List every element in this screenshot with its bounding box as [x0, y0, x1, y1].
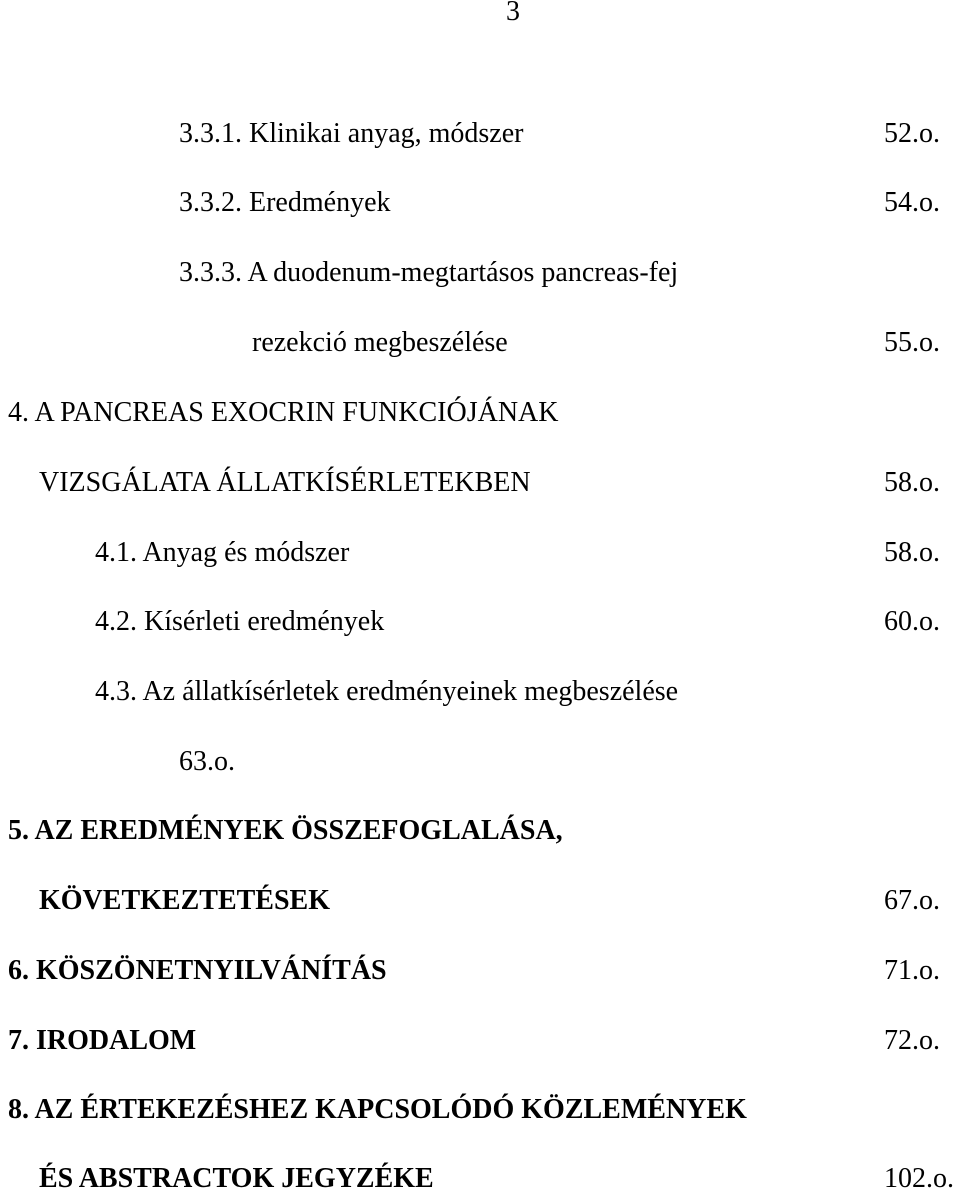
toc-entry-4 [8, 397, 559, 429]
toc-page-6: 71.o. [884, 955, 940, 986]
toc-page-4: 58.o. [884, 467, 940, 498]
toc-entry-4-2: 4.2. Kísérleti eredmények [95, 606, 385, 637]
toc-entry-8-cont: ÉS ABSTRACTOK JEGYZÉKE [39, 1163, 434, 1194]
toc-entry-3-3-1: 3.3.1. Klinikai anyag, módszer [179, 118, 524, 149]
toc-page-3-3-3: 55.o. [884, 327, 940, 358]
toc-page-4-3: 63.o. [179, 746, 235, 777]
toc-page-5: 67.o. [884, 885, 940, 916]
page-number: 3 [506, 0, 520, 27]
toc-page-4-2: 60.o. [884, 606, 940, 637]
toc-page-8: 102.o. [884, 1163, 954, 1194]
toc-entry-8: 8. AZ ÉRTEKEZÉSHEZ KAPCSOLÓDÓ KÖZLEMÉNYEK [8, 1094, 747, 1125]
toc-entry-3-3-2: 3.3.2. Eredmények [179, 187, 391, 218]
toc-entry-5-cont: KÖVETKEZTETÉSEK [39, 885, 330, 916]
toc-entry-7: 7. IRODALOM [8, 1025, 197, 1056]
toc-entry-3-3-3-cont: rezekció megbeszélése [252, 327, 508, 358]
toc-entry-4-label: 4. A PANCREAS EXOCRIN FUNKCIÓJÁNAK [8, 397, 559, 428]
toc-entry-4-3: 4.3. Az állatkísérletek eredményeinek megbeszélése [95, 676, 679, 707]
toc-entry-5: 5. AZ EREDMÉNYEK ÖSSZEFOGLALÁSA, [8, 815, 563, 846]
toc-page-3-3-1: 52.o. [884, 118, 940, 149]
toc-entry-4-cont: VIZSGÁLATA ÁLLATKÍSÉRLETEKBEN [39, 467, 531, 498]
toc-entry-4-1: 4.1. Anyag és módszer [95, 537, 350, 568]
toc-page-7: 72.o. [884, 1025, 940, 1056]
toc-page-4-1: 58.o. [884, 537, 940, 568]
toc-entry-3-3-3: 3.3.3. A duodenum-megtartásos pancreas-fej [179, 257, 679, 288]
toc-entry-6: 6. KÖSZÖNETNYILVÁNÍTÁS [8, 955, 387, 986]
toc-page-3-3-2: 54.o. [884, 187, 940, 218]
